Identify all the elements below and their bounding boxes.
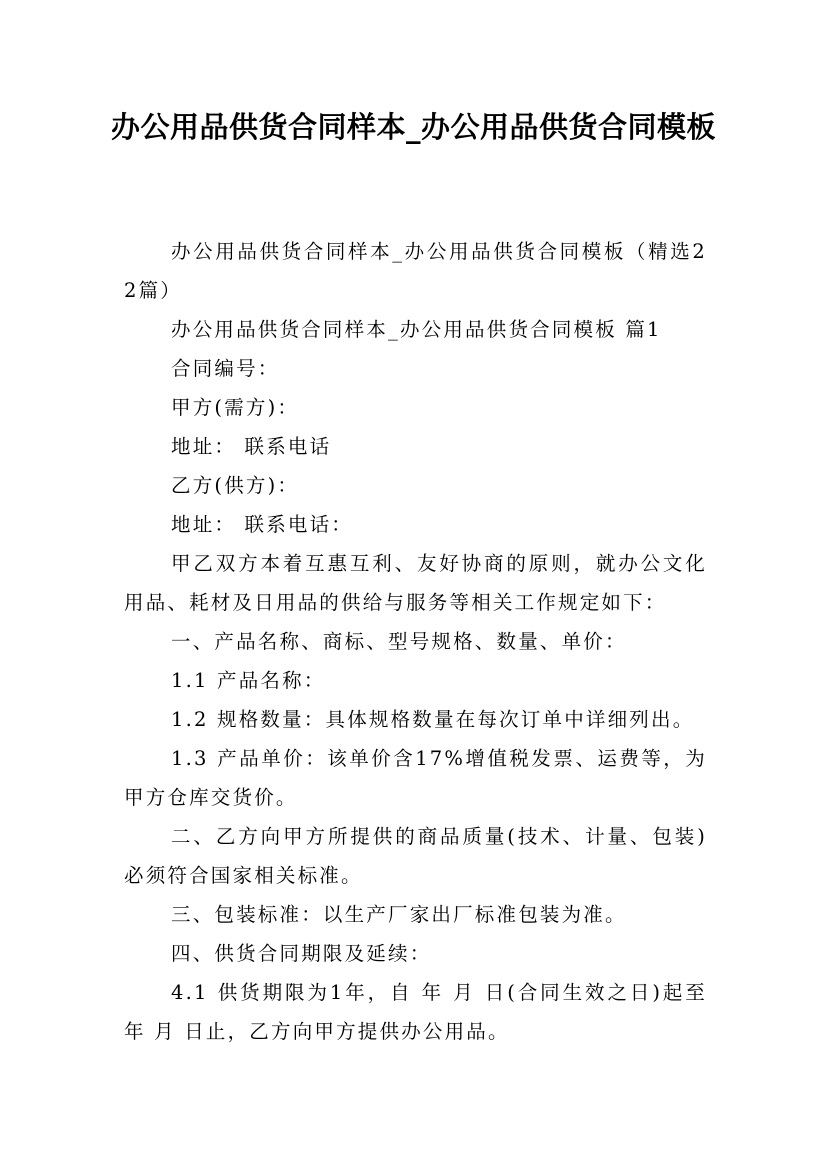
paragraph-section-heading: 办公用品供货合同样本_办公用品供货合同模板 篇1 xyxy=(171,318,662,341)
paragraph-clause-3: 三、包装标准：以生产厂家出厂标准包装为准。 xyxy=(171,903,627,926)
paragraph-clause-1-2: 1.2 规格数量：具体规格数量在每次订单中详细列出。 xyxy=(171,708,695,731)
paragraph-party-a: 甲方(需方)： xyxy=(171,396,300,419)
paragraph-clause-1-3: 1.3 产品单价：该单价含17%增值税发票、运费等，为甲方仓库交货价。 xyxy=(124,747,707,809)
paragraph-party-b-address: 地址： 联系电话： xyxy=(171,513,353,536)
document-title: 办公用品供货合同样本_办公用品供货合同模板 xyxy=(110,110,716,144)
document-body xyxy=(124,232,707,1051)
paragraph-party-b: 乙方(供方)： xyxy=(171,474,300,497)
paragraph-clause-1: 一、产品名称、商标、型号规格、数量、单价： xyxy=(171,630,627,653)
paragraph-clause-4: 四、供货合同期限及延续： xyxy=(171,942,432,965)
paragraph-clause-2: 二、乙方向甲方所提供的商品质量(技术、计量、包装)必须符合国家相关标准。 xyxy=(124,825,707,887)
paragraph-contract-number: 合同编号： xyxy=(171,357,280,380)
paragraph-clause-4-1: 4.1 供货期限为1年，自 年 月 日(合同生效之日)起至 年 月 日止，乙方向甲方提供办公用品。 xyxy=(124,981,707,1043)
paragraph-intro: 办公用品供货合同样本_办公用品供货合同模板（精选22篇） xyxy=(124,240,707,302)
paragraph-party-a-address: 地址： 联系电话 xyxy=(171,435,332,458)
paragraph-preamble: 甲乙双方本着互惠互利、友好协商的原则，就办公文化用品、耗材及日用品的供给与服务等相关工作规定如下： xyxy=(124,552,707,614)
paragraph-clause-1-1: 1.1 产品名称： xyxy=(171,669,326,692)
